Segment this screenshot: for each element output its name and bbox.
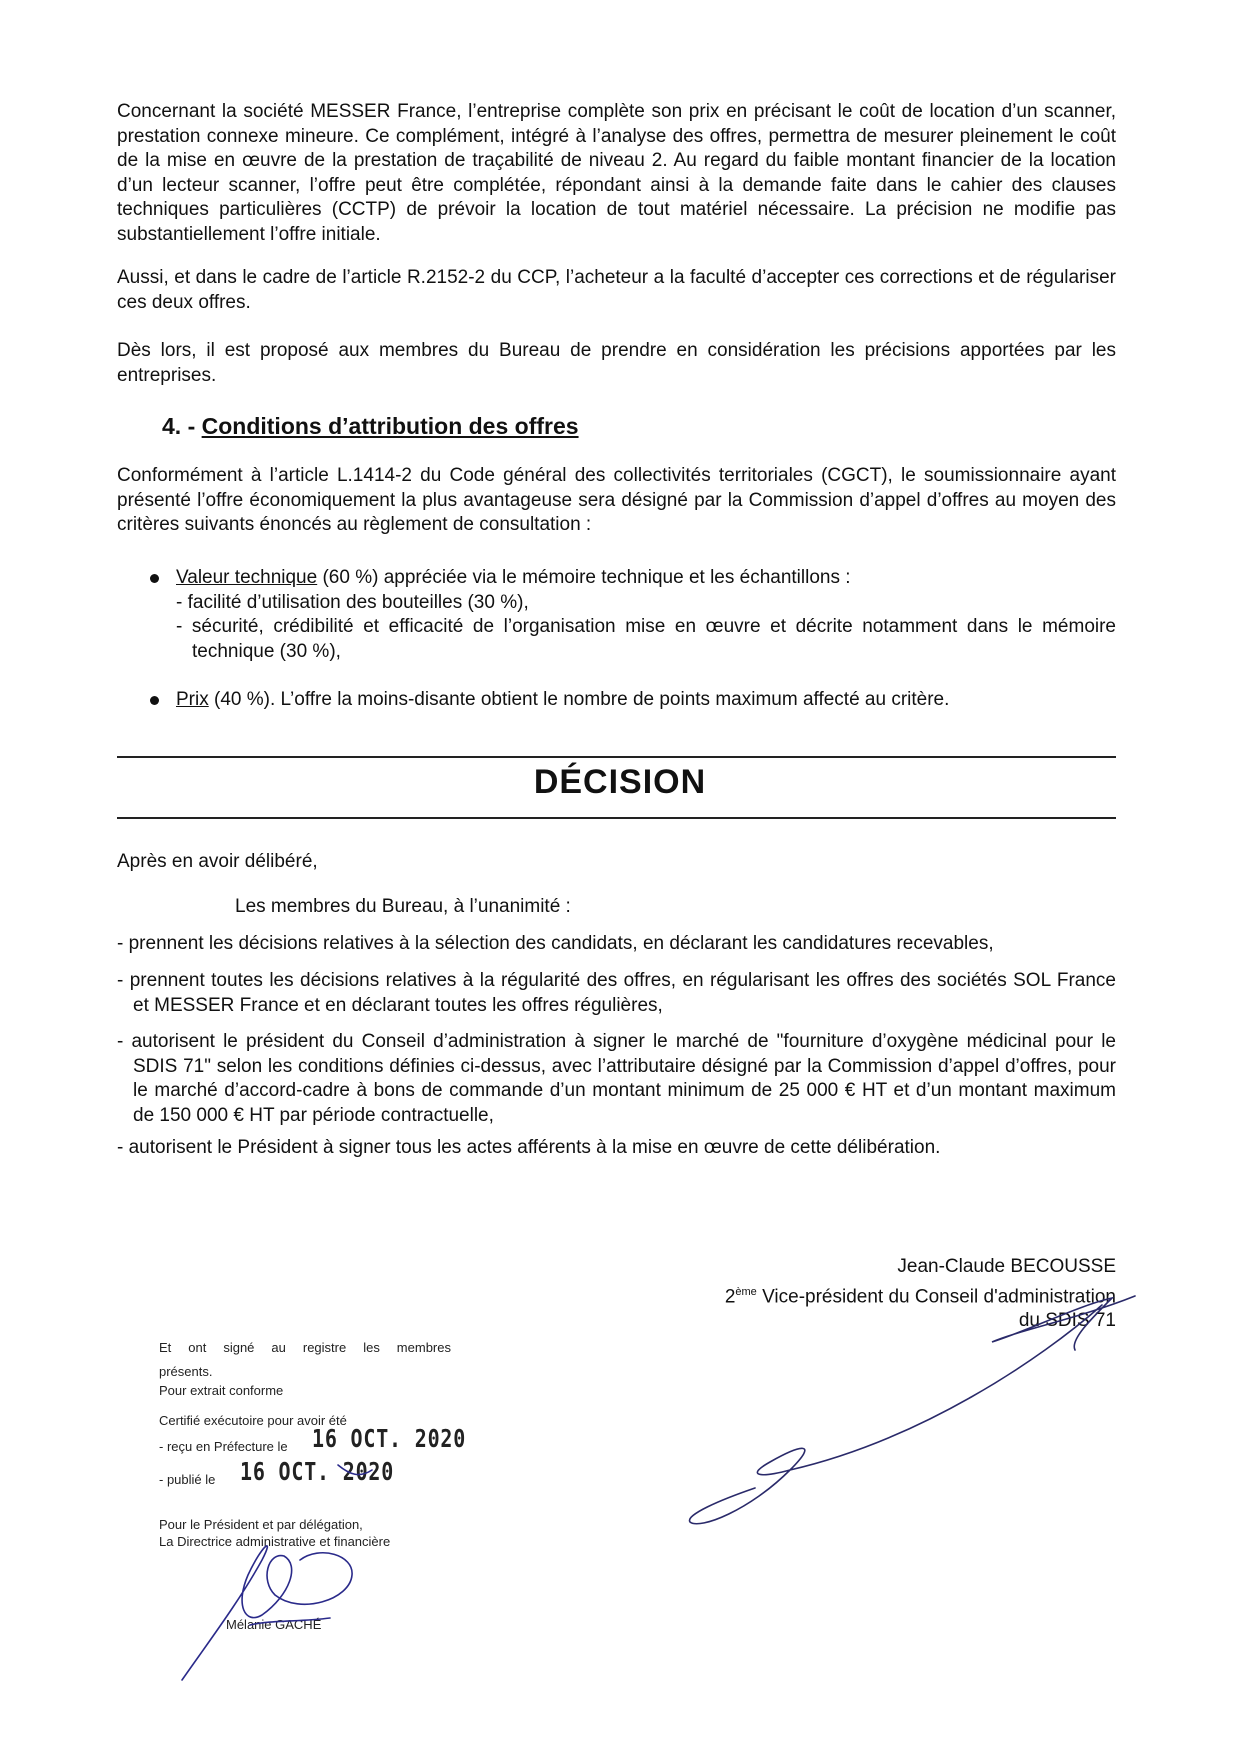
extract-conform: Pour extrait conforme xyxy=(159,1383,284,1398)
delegation-line1: Pour le Président et par délégation, xyxy=(159,1517,363,1532)
signatory-rank-suffix: ème xyxy=(735,1285,757,1298)
signatory-org: du SDIS 71 xyxy=(1018,1310,1116,1332)
decision-item-candidates-text: - prennent les décisions relatives à la sélection des candidats, en déclarant les candidatures recevables, xyxy=(117,933,994,954)
published-date: 16 OCT. 2020 xyxy=(240,1457,395,1486)
sub-criterion-bottles: - facilité d’utilisation des bouteilles (30 %), xyxy=(176,591,529,613)
section-4-number: 4. - xyxy=(162,413,196,439)
decision-intro: Après en avoir délibéré, xyxy=(117,851,318,872)
signed-register-line2: présents. xyxy=(159,1364,213,1379)
signatory-role-text: Vice-président du Conseil d'administration xyxy=(756,1285,1116,1307)
president-signature-drawing xyxy=(690,1296,1135,1524)
signatory-rank: 2 xyxy=(724,1285,736,1307)
sub-criterion-security: - sécurité, crédibilité et efficacité de l’organisation mise en œuvre et décrite notamment dans le mémoire technique (30 %), xyxy=(176,616,1116,662)
signer-name: Mélanie GACHÉ xyxy=(226,1617,322,1632)
decision-title: DÉCISION xyxy=(533,763,707,801)
paragraph-messer-text: Concernant la société MESSER France, l’entreprise complète son prix en précisant le coût de location d’un scanner, prestation connexe mineure. Ce complément, intégré à l’analyse des offres, permettra de mesurer pleinement le coût de la mise en œuvre de la prestation de traçabilité de niveau 2. Au regard du faible montant financier de la location d’un lecteur scanner, l’offre peut être complétée, répondant ainsi à la demande faite dans le cahier des clauses techniques particulières (CCTP) de prévoir la location de tout matériel nécessaire. La précision ne modifie pas substantiellement l’offre initiale. xyxy=(117,101,1116,245)
director-signature-drawing xyxy=(182,1465,372,1680)
section-4-title: Conditions d’attribution des offres xyxy=(201,413,579,439)
criterion-technical-name: Valeur technique xyxy=(176,567,318,588)
signed-register-line1: Et ont signé au registre les membres xyxy=(159,1340,451,1355)
decision-item-contract-text: - autorisent le président du Conseil d’administration à signer le marché de "fourniture d’oxygène médicinal pour le SDIS 71" selon les conditions définies ci-dessus, avec l’attributaire désigné par la Commission d’appel d’offres, pour le marché d’accord-cadre à bons de commande d’un montant minimum de 25 000 € HT et d’un montant maximum de 150 000 € HT par période contractuelle, xyxy=(117,1031,1116,1126)
received-prefecture-label: - reçu en Préfecture le xyxy=(159,1439,288,1454)
paragraph-article-r2152-text: Aussi, et dans le cadre de l’article R.2152-2 du CCP, l’acheteur a la faculté d’accepter ces corrections et de régulariser ces deux offres. xyxy=(117,267,1116,313)
decision-item-offers-text: - prennent toutes les décisions relatives à la régularité des offres, en régularisant les offres des sociétés SOL France et MESSER France et en déclarant toutes les offres régulières, xyxy=(117,970,1116,1016)
criterion-price-name: Prix xyxy=(176,689,209,710)
criterion-price-detail: (40 %). L’offre la moins-disante obtient le nombre de points maximum affecté au critère. xyxy=(208,689,950,710)
received-date: 16 OCT. 2020 xyxy=(312,1424,467,1453)
decision-members: Les membres du Bureau, à l’unanimité : xyxy=(235,896,571,917)
decision-item-acts-text: - autorisent le Président à signer tous les actes afférents à la mise en œuvre de cette délibération. xyxy=(117,1137,941,1158)
delegation-line2: La Directrice administrative et financière xyxy=(159,1534,391,1549)
certified-executory: Certifié exécutoire pour avoir été xyxy=(159,1413,347,1428)
criterion-technical-detail: (60 %) appréciée via le mémoire technique et les échantillons : xyxy=(317,567,851,588)
section-4-intro-text: Conformément à l’article L.1414-2 du Code général des collectivités territoriales (CGCT), le soumissionnaire ayant présenté l’offre économiquement la plus avantageuse sera désigné par la Commission d’appel d’offres au moyen des critères suivants énoncés au règlement de consultation : xyxy=(117,465,1116,535)
signatory-name: Jean-Claude BECOUSSE xyxy=(897,1256,1116,1277)
published-label: - publié le xyxy=(159,1472,216,1487)
paragraph-proposal-text: Dès lors, il est proposé aux membres du Bureau de prendre en considération les précisions apportées par les entreprises. xyxy=(117,340,1116,386)
